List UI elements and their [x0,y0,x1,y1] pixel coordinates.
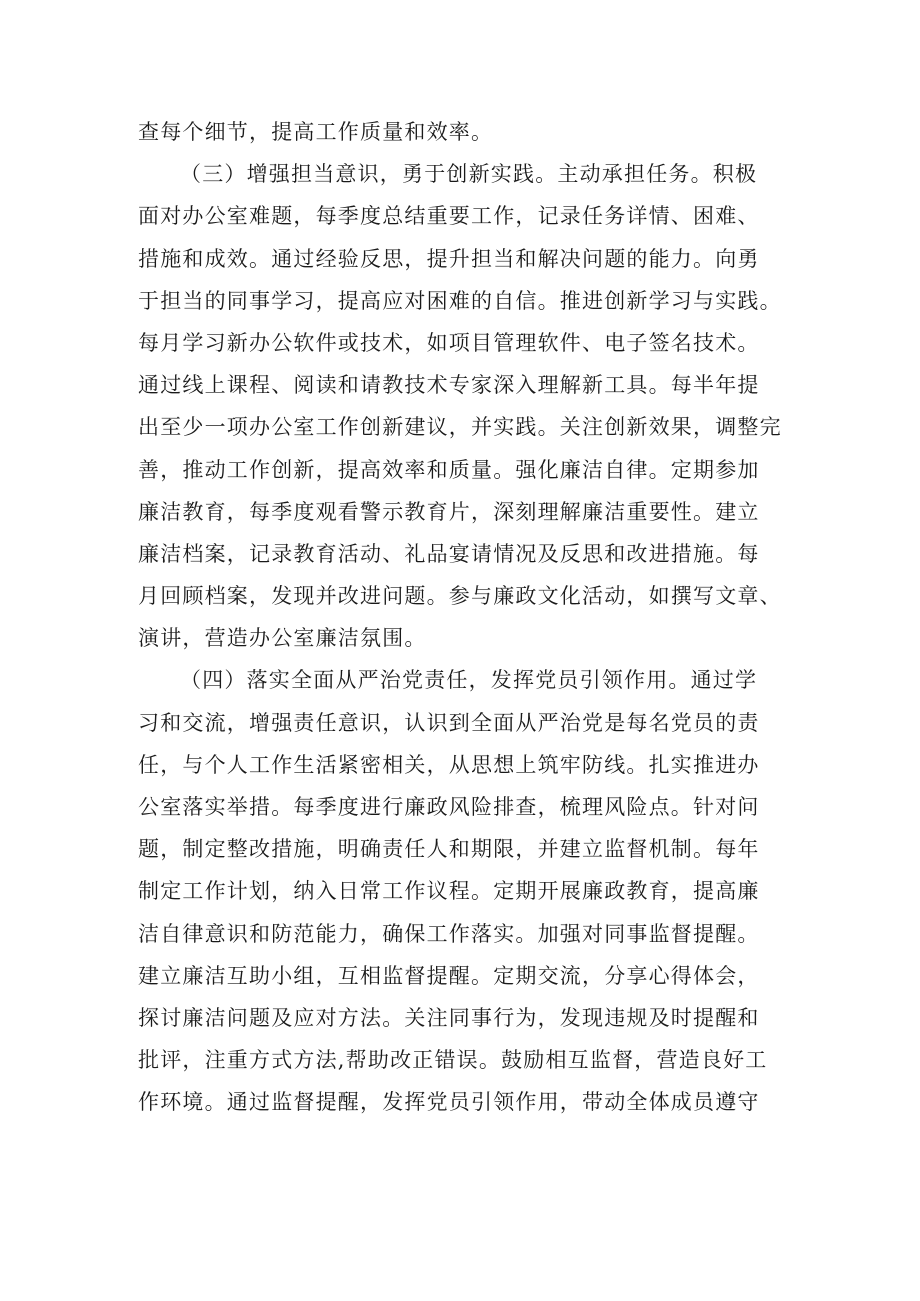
text-line: 廉洁教育，每季度观看警示教育片，深刻理解廉洁重要性。建立 [138,499,760,524]
text-line: 于担当的同事学习，提高应对困难的自信。推进创新学习与实践。 [138,288,782,313]
text-line: 习和交流，增强责任意识，认识到全面从严治党是每名党员的责 [138,710,760,735]
text-line: 作环境。通过监督提醒，发挥党员引领作用，带动全体成员遵守 [138,1090,760,1115]
text-line: 建立廉洁互助小组，互相监督提醒。定期交流，分享心得体会， [138,963,760,988]
text-line: 题，制定整改措施，明确责任人和期限，并建立监督机制。每年 [138,837,760,862]
text-line: 面对办公室难题，每季度总结重要工作，记录任务详情、困难、 [138,204,760,229]
text-line: 每月学习新办公软件或技术，如项目管理软件、电子签名技术。 [138,330,760,355]
text-line: 批评，注重方式方法,帮助改正错误。鼓励相互监督，营造良好工 [138,1048,768,1073]
text-line: 廉洁档案，记录教育活动、礼品宴请情况及反思和改进措施。每 [138,541,760,566]
text-line: 任，与个人工作生活紧密相关，从思想上筑牢防线。扎实推进办 [138,752,760,777]
text-line: 出至少一项办公室工作创新建议，并实践。关注创新效果，调整完 [138,415,782,440]
text-line: 演讲，营造办公室廉洁氛围。 [138,626,427,651]
text-line: 公室落实举措。每季度进行廉政风险排查，梳理风险点。针对问 [138,795,760,819]
text-line: 查每个细节，提高工作质量和效率。 [138,120,494,144]
text-line: 善，推动工作创新，提高效率和质量。强化廉洁自律。定期参加 [138,457,760,482]
text-line: 制定工作计划，纳入日常工作议程。定期开展廉政教育，提高廉 [138,879,760,904]
text-line: 月回顾档案，发现并改进问题。参与廉政文化活动，如撰写文章、 [138,584,782,609]
paragraph-4-heading-line: （四）落实全面从严治党责任，发挥党员引领作用。通过学 [180,668,758,693]
paragraph-3-heading-line: （三）增强担当意识，勇于创新实践。主动承担任务。积极 [180,162,758,187]
text-line: 探讨廉洁问题及应对方法。关注同事行为，发现违规及时提醒和 [138,1005,760,1030]
text-line: 洁自律意识和防范能力，确保工作落实。加强对同事监督提醒。 [138,921,760,946]
body-text [138,111,798,1124]
text-line: 通过线上课程、阅读和请教技术专家深入理解新工具。每半年提 [138,373,760,398]
text-line: 措施和成效。通过经验反思，提升担当和解决问题的能力。向勇 [138,246,760,271]
